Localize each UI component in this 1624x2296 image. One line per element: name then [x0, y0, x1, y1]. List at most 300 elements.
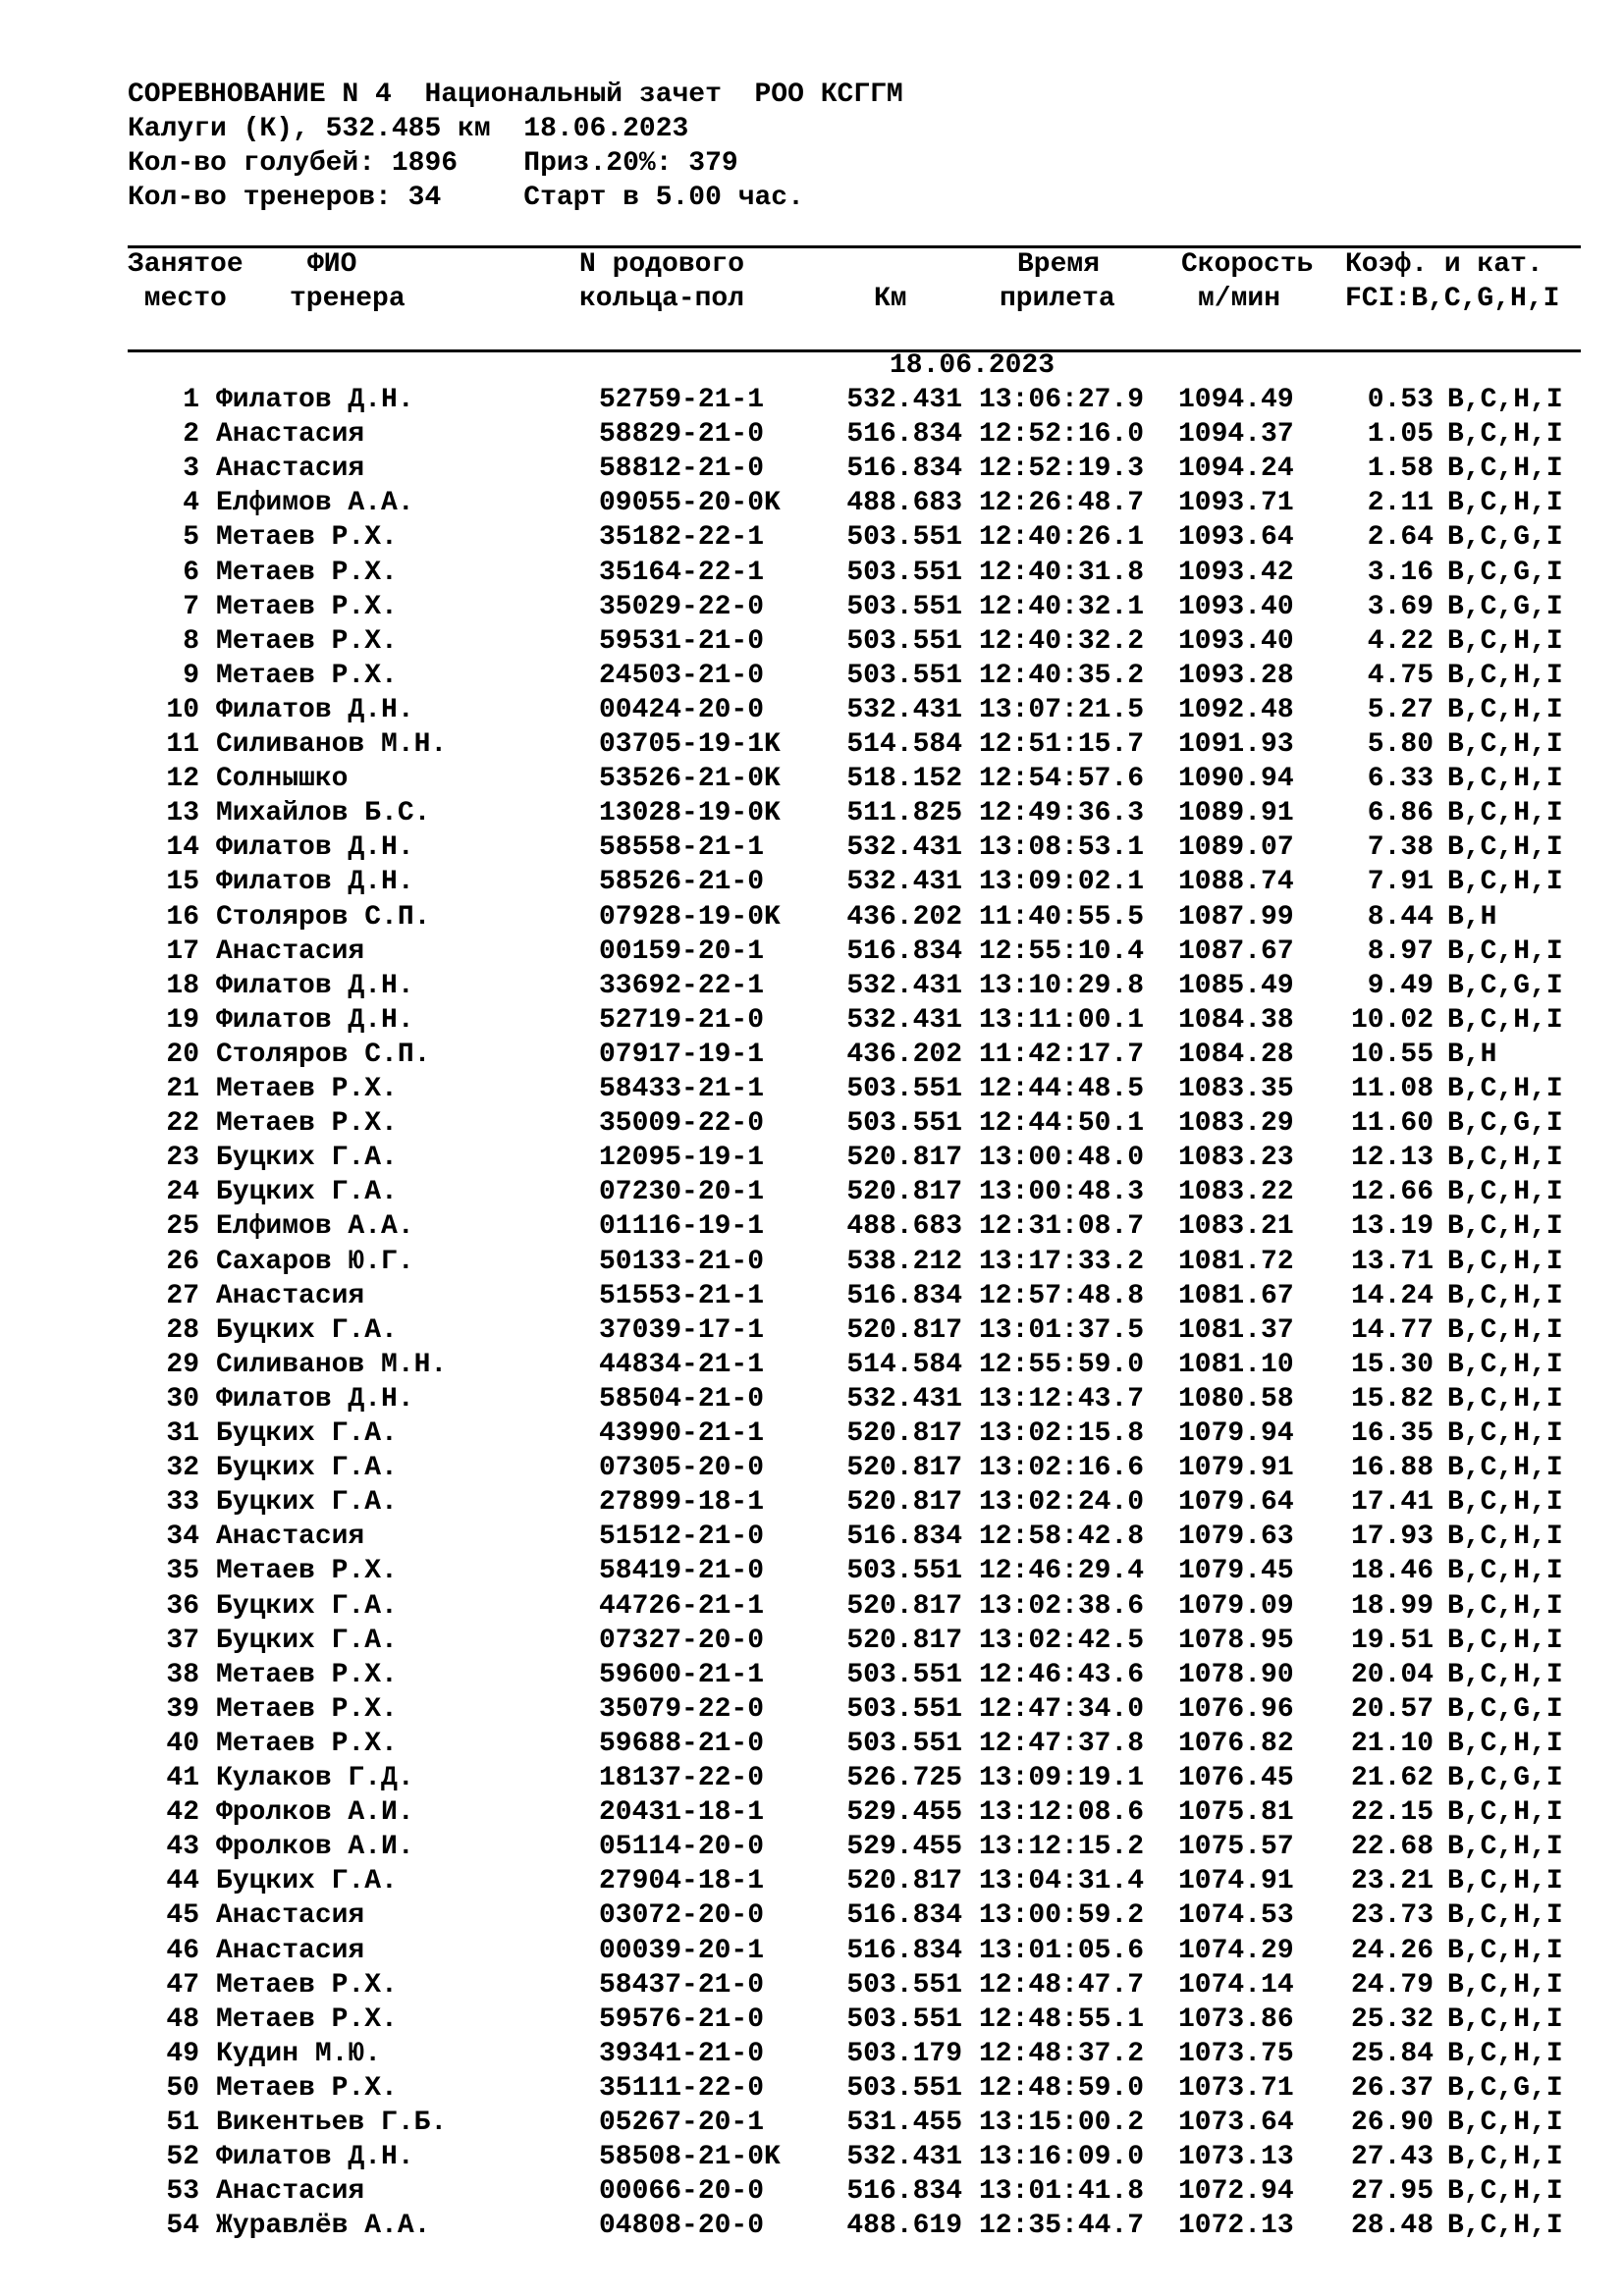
cell-trainer: Анастасия	[216, 1900, 365, 1932]
cell-ring: 51512-21-0	[599, 1522, 765, 1553]
cell-trainer: Столяров С.П.	[216, 901, 431, 933]
cell-km: 503.551	[846, 522, 962, 554]
cell-category: B,C,H,I	[1447, 1625, 1563, 1656]
cell-time: 12:31:08.7	[979, 1211, 1145, 1243]
cell-coef: 12.66	[1350, 1177, 1434, 1208]
cell-km: 532.431	[846, 385, 962, 415]
cell-category: B,C,H,I	[1447, 1177, 1563, 1208]
cell-ring: 51553-21-1	[599, 1280, 765, 1311]
cell-speed: 1090.94	[1178, 764, 1294, 795]
cell-time: 13:10:29.8	[979, 970, 1145, 1001]
cell-category: B,C,G,I	[1447, 591, 1563, 622]
cell-category: B,C,H,I	[1447, 1418, 1563, 1449]
cell-km: 503.551	[846, 660, 962, 691]
cell-trainer: Буцких Г.А.	[216, 1418, 398, 1449]
cell-km: 488.683	[846, 1211, 962, 1243]
cell-place: 35	[166, 1556, 199, 1587]
cell-time: 12:48:55.1	[979, 2003, 1145, 2035]
cell-speed: 1074.91	[1178, 1866, 1294, 1897]
cell-coef: 25.84	[1350, 2038, 1434, 2069]
cell-time: 12:52:16.0	[979, 419, 1145, 451]
cell-trainer: Анастасия	[216, 419, 365, 451]
cell-speed: 1093.42	[1178, 557, 1294, 588]
cell-category: B,C,H,I	[1447, 1797, 1563, 1829]
cell-category: B,H	[1447, 1039, 1497, 1070]
cell-coef: 4.75	[1367, 660, 1434, 691]
cell-ring: 58419-21-0	[599, 1556, 765, 1587]
cell-coef: 5.80	[1367, 729, 1434, 760]
cell-category: B,C,H,I	[1447, 694, 1563, 725]
cell-place: 22	[166, 1108, 199, 1140]
cell-trainer: Метаев Р.Х.	[216, 1969, 398, 2001]
cell-place: 21	[166, 1074, 199, 1104]
cell-km: 520.817	[846, 1143, 962, 1174]
cell-place: 48	[166, 2003, 199, 2035]
cell-category: B,C,H,I	[1447, 385, 1563, 415]
cell-time: 12:44:48.5	[979, 1074, 1145, 1104]
cell-coef: 2.64	[1367, 522, 1434, 554]
cell-speed: 1085.49	[1178, 970, 1294, 1001]
cell-time: 12:46:43.6	[979, 1659, 1145, 1690]
cell-speed: 1075.57	[1178, 1832, 1294, 1863]
pigeon-count-line: Кол-во голубей: 1896 Приз.20%: 379	[128, 148, 738, 179]
cell-coef: 17.93	[1350, 1522, 1434, 1553]
cell-category: B,C,H,I	[1447, 2176, 1563, 2208]
cell-category: B,C,G,I	[1447, 1693, 1563, 1725]
cell-place: 26	[166, 1246, 199, 1277]
cell-coef: 6.86	[1367, 798, 1434, 829]
cell-time: 13:06:27.9	[979, 385, 1145, 415]
cell-category: B,C,H,I	[1447, 1832, 1563, 1863]
cell-time: 12:47:37.8	[979, 1728, 1145, 1759]
cell-place: 25	[166, 1211, 199, 1243]
cell-km: 516.834	[846, 1280, 962, 1311]
cell-category: B,C,G,I	[1447, 970, 1563, 1001]
cell-place: 54	[166, 2211, 199, 2242]
cell-time: 12:48:37.2	[979, 2038, 1145, 2069]
cell-trainer: Фролков А.И.	[216, 1797, 414, 1829]
cell-km: 503.551	[846, 1108, 962, 1140]
cell-km: 516.834	[846, 1935, 962, 1966]
cell-time: 13:02:16.6	[979, 1453, 1145, 1484]
cell-coef: 5.27	[1367, 694, 1434, 725]
cell-speed: 1074.14	[1178, 1969, 1294, 2001]
col-place-header-2: место	[128, 284, 227, 314]
cell-km: 529.455	[846, 1797, 962, 1829]
cell-place: 34	[166, 1522, 199, 1553]
cell-time: 13:08:53.1	[979, 832, 1145, 864]
cell-category: B,C,H,I	[1447, 1900, 1563, 1932]
cell-ring: 05267-20-1	[599, 2108, 765, 2138]
cell-place: 36	[166, 1590, 199, 1622]
cell-time: 12:40:32.2	[979, 625, 1145, 657]
cell-trainer: Метаев Р.Х.	[216, 591, 398, 622]
cell-trainer: Викентьев Г.Б.	[216, 2108, 448, 2138]
col-speed-header-2: м/мин	[1198, 284, 1281, 314]
cell-ring: 13028-19-0K	[599, 798, 781, 829]
cell-ring: 35009-22-0	[599, 1108, 765, 1140]
cell-ring: 05114-20-0	[599, 1832, 765, 1863]
cell-speed: 1092.48	[1178, 694, 1294, 725]
cell-place: 40	[166, 1728, 199, 1759]
cell-km: 529.455	[846, 1832, 962, 1863]
cell-speed: 1089.07	[1178, 832, 1294, 864]
cell-coef: 22.68	[1350, 1832, 1434, 1863]
cell-place: 1	[183, 385, 199, 415]
cell-trainer: Силиванов М.Н.	[216, 1349, 448, 1380]
cell-coef: 15.30	[1350, 1349, 1434, 1380]
cell-ring: 58526-21-0	[599, 867, 765, 898]
cell-trainer: Филатов Д.Н.	[216, 385, 414, 415]
cell-km: 520.817	[846, 1453, 962, 1484]
cell-time: 13:09:02.1	[979, 867, 1145, 898]
cell-speed: 1094.49	[1178, 385, 1294, 415]
cell-place: 4	[183, 488, 199, 519]
cell-ring: 07917-19-1	[599, 1039, 765, 1070]
cell-time: 13:07:21.5	[979, 694, 1145, 725]
cell-trainer: Метаев Р.Х.	[216, 522, 398, 554]
cell-speed: 1073.75	[1178, 2038, 1294, 2069]
cell-place: 29	[166, 1349, 199, 1380]
cell-km: 503.551	[846, 557, 962, 588]
cell-coef: 27.43	[1350, 2142, 1434, 2173]
cell-km: 503.551	[846, 2003, 962, 2035]
cell-ring: 03705-19-1K	[599, 729, 781, 760]
cell-trainer: Буцких Г.А.	[216, 1590, 398, 1622]
cell-category: B,C,H,I	[1447, 867, 1563, 898]
cell-ring: 35182-22-1	[599, 522, 765, 554]
cell-time: 13:11:00.1	[979, 1004, 1145, 1036]
cell-category: B,H	[1447, 901, 1497, 933]
cell-km: 503.551	[846, 2072, 962, 2104]
table-top-rule	[128, 245, 1581, 248]
cell-time: 13:00:48.3	[979, 1177, 1145, 1208]
col-name-header-1: ФИО	[307, 249, 357, 280]
cell-ring: 12095-19-1	[599, 1143, 765, 1174]
cell-km: 520.817	[846, 1866, 962, 1897]
cell-place: 12	[166, 764, 199, 795]
cell-time: 12:49:36.3	[979, 798, 1145, 829]
cell-place: 39	[166, 1693, 199, 1725]
cell-time: 13:09:19.1	[979, 1763, 1145, 1793]
cell-ring: 43990-21-1	[599, 1418, 765, 1449]
cell-trainer: Метаев Р.Х.	[216, 1556, 398, 1587]
cell-coef: 24.79	[1350, 1969, 1434, 2001]
cell-time: 12:52:19.3	[979, 454, 1145, 485]
cell-category: B,C,H,I	[1447, 1280, 1563, 1311]
cell-time: 13:00:48.0	[979, 1143, 1145, 1174]
cell-time: 11:42:17.7	[979, 1039, 1145, 1070]
cell-trainer: Анастасия	[216, 1522, 365, 1553]
cell-km: 520.817	[846, 1625, 962, 1656]
cell-km: 531.455	[846, 2108, 962, 2138]
cell-category: B,C,H,I	[1447, 454, 1563, 485]
cell-ring: 58829-21-0	[599, 419, 765, 451]
cell-km: 503.551	[846, 625, 962, 657]
cell-category: B,C,H,I	[1447, 2108, 1563, 2138]
cell-time: 13:04:31.4	[979, 1866, 1145, 1897]
cell-coef: 24.26	[1350, 1935, 1434, 1966]
cell-place: 53	[166, 2176, 199, 2208]
cell-trainer: Филатов Д.Н.	[216, 832, 414, 864]
cell-time: 11:40:55.5	[979, 901, 1145, 933]
cell-place: 37	[166, 1625, 199, 1656]
cell-category: B,C,H,I	[1447, 935, 1563, 967]
cell-coef: 1.58	[1367, 454, 1434, 485]
cell-ring: 27899-18-1	[599, 1487, 765, 1519]
cell-ring: 35079-22-0	[599, 1693, 765, 1725]
cell-time: 12:55:10.4	[979, 935, 1145, 967]
cell-ring: 07327-20-0	[599, 1625, 765, 1656]
cell-trainer: Филатов Д.Н.	[216, 1004, 414, 1036]
cell-km: 503.551	[846, 1969, 962, 2001]
cell-trainer: Елфимов А.А.	[216, 1211, 414, 1243]
cell-trainer: Анастасия	[216, 935, 365, 967]
release-point-line: Калуги (К), 532.485 км 18.06.2023	[128, 114, 689, 144]
cell-km: 514.584	[846, 729, 962, 760]
cell-ring: 58437-21-0	[599, 1969, 765, 2001]
cell-place: 31	[166, 1418, 199, 1449]
cell-ring: 00039-20-1	[599, 1935, 765, 1966]
cell-trainer: Буцких Г.А.	[216, 1314, 398, 1346]
cell-category: B,C,H,I	[1447, 1935, 1563, 1966]
cell-speed: 1076.45	[1178, 1763, 1294, 1793]
cell-speed: 1073.86	[1178, 2003, 1294, 2035]
cell-place: 51	[166, 2108, 199, 2138]
cell-place: 19	[166, 1004, 199, 1036]
cell-coef: 21.62	[1350, 1763, 1434, 1793]
cell-place: 41	[166, 1763, 199, 1793]
cell-coef: 23.21	[1350, 1866, 1434, 1897]
cell-km: 503.179	[846, 2038, 962, 2069]
cell-trainer: Солнышко	[216, 764, 349, 795]
cell-coef: 14.24	[1350, 1280, 1434, 1311]
cell-category: B,C,H,I	[1447, 660, 1563, 691]
cell-coef: 16.35	[1350, 1418, 1434, 1449]
cell-coef: 13.19	[1350, 1211, 1434, 1243]
cell-time: 12:47:34.0	[979, 1693, 1145, 1725]
cell-coef: 26.90	[1350, 2108, 1434, 2138]
cell-km: 516.834	[846, 2176, 962, 2208]
cell-speed: 1081.72	[1178, 1246, 1294, 1277]
cell-trainer: Анастасия	[216, 454, 365, 485]
cell-coef: 14.77	[1350, 1314, 1434, 1346]
cell-coef: 15.82	[1350, 1383, 1434, 1415]
cell-ring: 59688-21-0	[599, 1728, 765, 1759]
cell-category: B,C,H,I	[1447, 2038, 1563, 2069]
cell-category: B,C,H,I	[1447, 729, 1563, 760]
cell-ring: 00066-20-0	[599, 2176, 765, 2208]
cell-category: B,C,H,I	[1447, 1004, 1563, 1036]
cell-ring: 58558-21-1	[599, 832, 765, 864]
cell-trainer: Метаев Р.Х.	[216, 660, 398, 691]
cell-km: 488.619	[846, 2211, 962, 2242]
table-header-rule	[128, 349, 1581, 352]
cell-speed: 1073.13	[1178, 2142, 1294, 2173]
cell-coef: 18.99	[1350, 1590, 1434, 1622]
cell-place: 24	[166, 1177, 199, 1208]
cell-km: 538.212	[846, 1246, 962, 1277]
cell-coef: 12.13	[1350, 1143, 1434, 1174]
cell-trainer: Анастасия	[216, 2176, 365, 2208]
cell-category: B,C,H,I	[1447, 1453, 1563, 1484]
cell-km: 516.834	[846, 419, 962, 451]
cell-time: 12:51:15.7	[979, 729, 1145, 760]
cell-time: 13:01:05.6	[979, 1935, 1145, 1966]
cell-speed: 1073.71	[1178, 2072, 1294, 2104]
cell-category: B,C,H,I	[1447, 832, 1563, 864]
cell-place: 16	[166, 901, 199, 933]
cell-ring: 52719-21-0	[599, 1004, 765, 1036]
cell-place: 14	[166, 832, 199, 864]
cell-speed: 1088.74	[1178, 867, 1294, 898]
cell-trainer: Филатов Д.Н.	[216, 694, 414, 725]
cell-coef: 3.69	[1367, 591, 1434, 622]
cell-time: 12:40:32.1	[979, 591, 1145, 622]
cell-speed: 1093.28	[1178, 660, 1294, 691]
cell-time: 13:02:42.5	[979, 1625, 1145, 1656]
cell-speed: 1076.82	[1178, 1728, 1294, 1759]
cell-trainer: Метаев Р.Х.	[216, 625, 398, 657]
cell-coef: 16.88	[1350, 1453, 1434, 1484]
cell-ring: 50133-21-0	[599, 1246, 765, 1277]
cell-km: 511.825	[846, 798, 962, 829]
cell-ring: 09055-20-0K	[599, 488, 781, 519]
cell-ring: 04808-20-0	[599, 2211, 765, 2242]
cell-speed: 1084.38	[1178, 1004, 1294, 1036]
col-speed-header-1: Скорость	[1181, 249, 1314, 280]
cell-speed: 1094.37	[1178, 419, 1294, 451]
cell-km: 532.431	[846, 2142, 962, 2173]
cell-place: 46	[166, 1935, 199, 1966]
cell-speed: 1079.94	[1178, 1418, 1294, 1449]
cell-category: B,C,H,I	[1447, 625, 1563, 657]
cell-coef: 7.91	[1367, 867, 1434, 898]
cell-trainer: Фролков А.И.	[216, 1832, 414, 1863]
cell-ring: 58812-21-0	[599, 454, 765, 485]
cell-trainer: Филатов Д.Н.	[216, 2142, 414, 2173]
cell-time: 13:02:24.0	[979, 1487, 1145, 1519]
cell-trainer: Метаев Р.Х.	[216, 1693, 398, 1725]
cell-place: 8	[183, 625, 199, 657]
cell-place: 9	[183, 660, 199, 691]
cell-trainer: Буцких Г.А.	[216, 1177, 398, 1208]
cell-place: 30	[166, 1383, 199, 1415]
cell-speed: 1087.99	[1178, 901, 1294, 933]
cell-speed: 1093.40	[1178, 625, 1294, 657]
cell-km: 503.551	[846, 591, 962, 622]
cell-coef: 11.60	[1350, 1108, 1434, 1140]
cell-place: 43	[166, 1832, 199, 1863]
cell-place: 27	[166, 1280, 199, 1311]
cell-speed: 1073.64	[1178, 2108, 1294, 2138]
col-time-header-2: прилета	[1000, 284, 1115, 314]
cell-time: 12:40:35.2	[979, 660, 1145, 691]
cell-ring: 07305-20-0	[599, 1453, 765, 1484]
cell-trainer: Метаев Р.Х.	[216, 2072, 398, 2104]
cell-speed: 1078.90	[1178, 1659, 1294, 1690]
cell-category: B,C,H,I	[1447, 798, 1563, 829]
cell-speed: 1093.71	[1178, 488, 1294, 519]
cell-category: B,C,H,I	[1447, 1866, 1563, 1897]
cell-km: 520.817	[846, 1177, 962, 1208]
cell-ring: 59531-21-0	[599, 625, 765, 657]
cell-coef: 7.38	[1367, 832, 1434, 864]
cell-time: 13:01:37.5	[979, 1314, 1145, 1346]
cell-ring: 18137-22-0	[599, 1763, 765, 1793]
cell-time: 12:57:48.8	[979, 1280, 1145, 1311]
cell-place: 6	[183, 557, 199, 588]
cell-time: 13:00:59.2	[979, 1900, 1145, 1932]
cell-ring: 58433-21-1	[599, 1074, 765, 1104]
cell-place: 15	[166, 867, 199, 898]
cell-trainer: Елфимов А.А.	[216, 488, 414, 519]
cell-km: 532.431	[846, 1383, 962, 1415]
cell-speed: 1084.28	[1178, 1039, 1294, 1070]
cell-trainer: Метаев Р.Х.	[216, 1659, 398, 1690]
cell-time: 13:17:33.2	[979, 1246, 1145, 1277]
cell-speed: 1083.22	[1178, 1177, 1294, 1208]
cell-category: B,C,H,I	[1447, 2003, 1563, 2035]
cell-trainer: Метаев Р.Х.	[216, 557, 398, 588]
cell-category: B,C,H,I	[1447, 1659, 1563, 1690]
cell-ring: 59576-21-0	[599, 2003, 765, 2035]
cell-speed: 1094.24	[1178, 454, 1294, 485]
cell-place: 10	[166, 694, 199, 725]
cell-ring: 37039-17-1	[599, 1314, 765, 1346]
cell-km: 532.431	[846, 694, 962, 725]
cell-category: B,C,G,I	[1447, 557, 1563, 588]
cell-ring: 00159-20-1	[599, 935, 765, 967]
col-name-header-2: тренера	[290, 284, 406, 314]
cell-coef: 25.32	[1350, 2003, 1434, 2035]
cell-ring: 44834-21-1	[599, 1349, 765, 1380]
cell-time: 12:40:31.8	[979, 557, 1145, 588]
cell-km: 532.431	[846, 970, 962, 1001]
cell-km: 503.551	[846, 1556, 962, 1587]
cell-speed: 1081.37	[1178, 1314, 1294, 1346]
cell-trainer: Анастасия	[216, 1280, 365, 1311]
cell-category: B,C,H,I	[1447, 1590, 1563, 1622]
cell-km: 532.431	[846, 1004, 962, 1036]
cell-ring: 53526-21-0K	[599, 764, 781, 795]
cell-category: B,C,H,I	[1447, 1314, 1563, 1346]
cell-ring: 07928-19-0K	[599, 901, 781, 933]
cell-speed: 1074.29	[1178, 1935, 1294, 1966]
cell-time: 12:48:59.0	[979, 2072, 1145, 2104]
cell-category: B,C,G,I	[1447, 522, 1563, 554]
cell-trainer: Кудин М.Ю.	[216, 2038, 382, 2069]
cell-place: 5	[183, 522, 199, 554]
cell-ring: 58504-21-0	[599, 1383, 765, 1415]
col-coef-header-2: FCI:B,C,G,H,I	[1345, 284, 1560, 314]
cell-category: B,C,H,I	[1447, 1074, 1563, 1104]
cell-trainer: Анастасия	[216, 1935, 365, 1966]
cell-speed: 1083.21	[1178, 1211, 1294, 1243]
cell-category: B,C,H,I	[1447, 2211, 1563, 2242]
cell-trainer: Буцких Г.А.	[216, 1625, 398, 1656]
cell-km: 503.551	[846, 1728, 962, 1759]
cell-speed: 1078.95	[1178, 1625, 1294, 1656]
cell-trainer: Михайлов Б.С.	[216, 798, 431, 829]
cell-place: 11	[166, 729, 199, 760]
cell-time: 12:35:44.7	[979, 2211, 1145, 2242]
cell-km: 488.683	[846, 488, 962, 519]
cell-category: B,C,H,I	[1447, 1522, 1563, 1553]
cell-speed: 1093.64	[1178, 522, 1294, 554]
cell-speed: 1080.58	[1178, 1383, 1294, 1415]
cell-ring: 01116-19-1	[599, 1211, 765, 1243]
